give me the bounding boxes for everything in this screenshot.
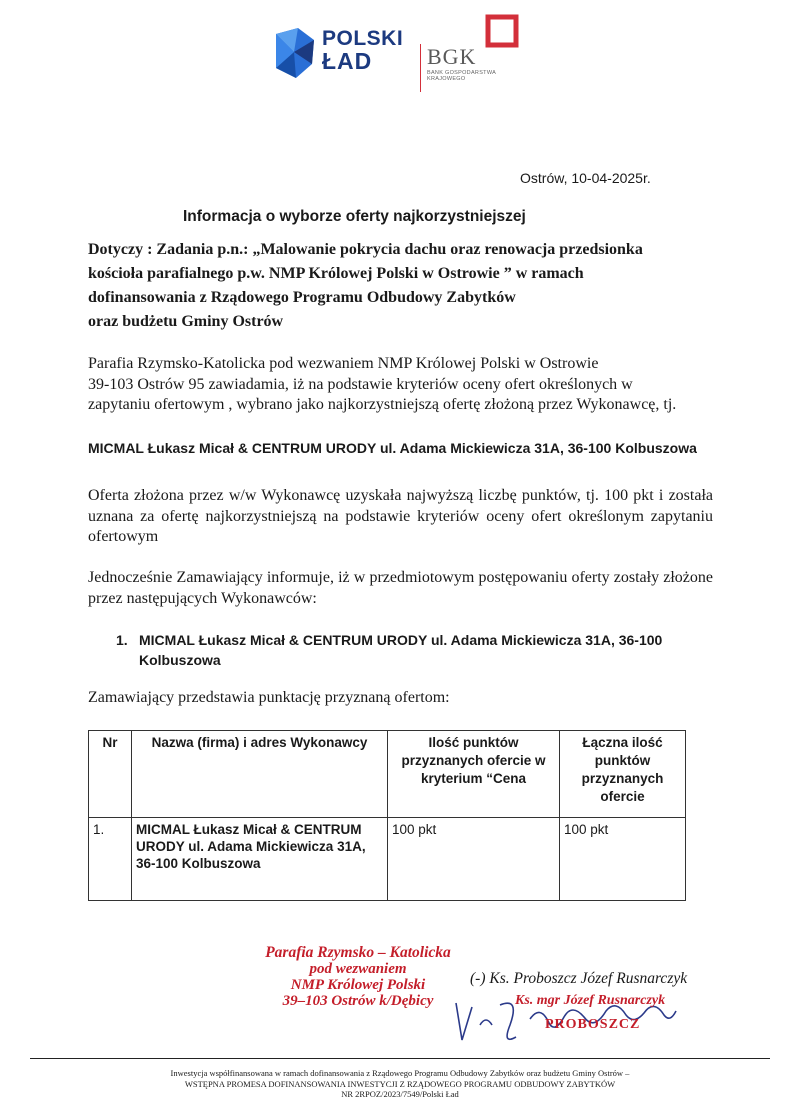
offers-paragraph: Jednocześnie Zamawiający informuje, iż w przedmiotowym postępowaniu oferty zostały złożone przez następujących Wykonawców: xyxy=(88,569,713,607)
cell-total-points: 100 pkt xyxy=(560,818,686,901)
pastor-stamp-title: PROBOSZCZ xyxy=(545,1017,641,1032)
offer-list xyxy=(116,630,676,670)
footer-divider xyxy=(30,1058,770,1059)
footer-line-1: Inwestycja współfinansowana w ramach dofinansowania z Rządowego Programu Odbudowy Zabytków oraz budżetu Gminy Ostrów – xyxy=(170,1068,630,1078)
scores-intro: Zamawiający przedstawia punktację przyznaną ofertom: xyxy=(88,689,450,706)
list-item xyxy=(116,630,676,670)
pastor-printed-name: (-) Ks. Proboszcz Józef Rusnarczyk xyxy=(470,970,688,987)
subject-line-4: oraz budżetu Gminy Ostrów xyxy=(88,313,284,330)
intro-line-2: 39-103 Ostrów 95 zawiadamia, iż na podstawie kryteriów oceny ofert określonych w xyxy=(88,375,633,393)
stamp-line-2: pod wezwaniem xyxy=(309,961,407,977)
subject-line-2: kościoła parafialnego p.w. NMP Królowej Polski w Ostrowie ” w ramach xyxy=(88,265,584,282)
subject-block xyxy=(88,238,728,334)
footer-line-3: NR 2RPOZ/2023/7549/Polski Ład xyxy=(341,1089,459,1099)
intro-paragraph xyxy=(88,354,713,416)
header-total-points: Łączna ilość punktów przyznanych ofercie xyxy=(560,731,686,818)
subject-line-1: Dotyczy : Zadania p.n.: „Malowanie pokrycia dachu oraz renowacja przedsionka xyxy=(88,241,643,258)
header-price-points: Ilość punktów przyznanych ofercie w kryterium “Cena xyxy=(388,731,560,818)
cell-contractor: MICMAL Łukasz Micał & CENTRUM URODY ul. Adama Mickiewicza 31A, 36-100 Kolbuszowa xyxy=(132,818,388,901)
parish-stamp xyxy=(258,945,458,1009)
footer-line-2: WSTĘPNA PROMESA DOFINANSOWANIA INWESTYCJI Z RZĄDOWEGO PROGRAMU ODBUDOWY ZABYTKÓW xyxy=(184,1078,616,1089)
pastor-stamp-name: Ks. mgr Józef Rusnarczyk xyxy=(515,993,666,1008)
bgk-subtitle: BANK GOSPODARSTWA KRAJOWEGO xyxy=(427,70,496,82)
cell-nr: 1. xyxy=(89,818,132,901)
polski-lad-line1: POLSKI xyxy=(322,27,404,50)
document-date: Ostrów, 10-04-2025r. xyxy=(520,170,651,186)
stamp-line-1: Parafia Rzymsko – Katolicka xyxy=(265,944,451,961)
polski-lad-wordmark xyxy=(322,28,403,72)
header-nr: Nr xyxy=(89,731,132,818)
result-paragraph: Oferta złożona przez w/w Wykonawcę uzyskała najwyższą liczbę punktów, tj. 100 pkt i została uznana za ofertę najkorzystniejszą na podstawie kryteriów oceny ofert określonym zapytaniu ofertowym xyxy=(88,487,713,545)
selected-contractor: MICMAL Łukasz Micał & CENTRUM URODY ul. Adama Mickiewicza 31A, 36-100 Kolbuszowa xyxy=(88,440,697,456)
polski-lad-line2: ŁAD xyxy=(322,48,373,74)
table-row xyxy=(89,818,686,901)
list-item-number: 1. xyxy=(116,632,128,648)
bgk-wordmark: BGK xyxy=(427,44,477,69)
stamp-line-4: 39–103 Ostrów k/Dębicy xyxy=(282,993,434,1009)
subject-line-3: dofinansowania z Rządowego Programu Odbudowy Zabytków xyxy=(88,289,516,306)
cell-price-points: 100 pkt xyxy=(388,818,560,901)
list-item-text: MICMAL Łukasz Micał & CENTRUM URODY ul. Adama Mickiewicza 31A, 36-100 Kolbuszowa xyxy=(139,632,663,668)
table-header-row xyxy=(89,731,686,818)
intro-line-1: Parafia Rzymsko-Katolicka pod wezwaniem NMP Królowej Polski w Ostrowie xyxy=(88,355,599,372)
intro-line-3: zapytaniu ofertowym , wybrano jako najkorzystniejszą ofertę złożoną przez Wykonawcę, tj. xyxy=(88,396,677,413)
scores-table xyxy=(88,730,686,901)
header-contractor: Nazwa (firma) i adres Wykonawcy xyxy=(132,731,388,818)
stamp-line-3: NMP Królowej Polski xyxy=(290,977,426,993)
footer xyxy=(100,1068,700,1100)
document-title: Informacja o wyborze oferty najkorzystniejszej xyxy=(183,208,526,225)
